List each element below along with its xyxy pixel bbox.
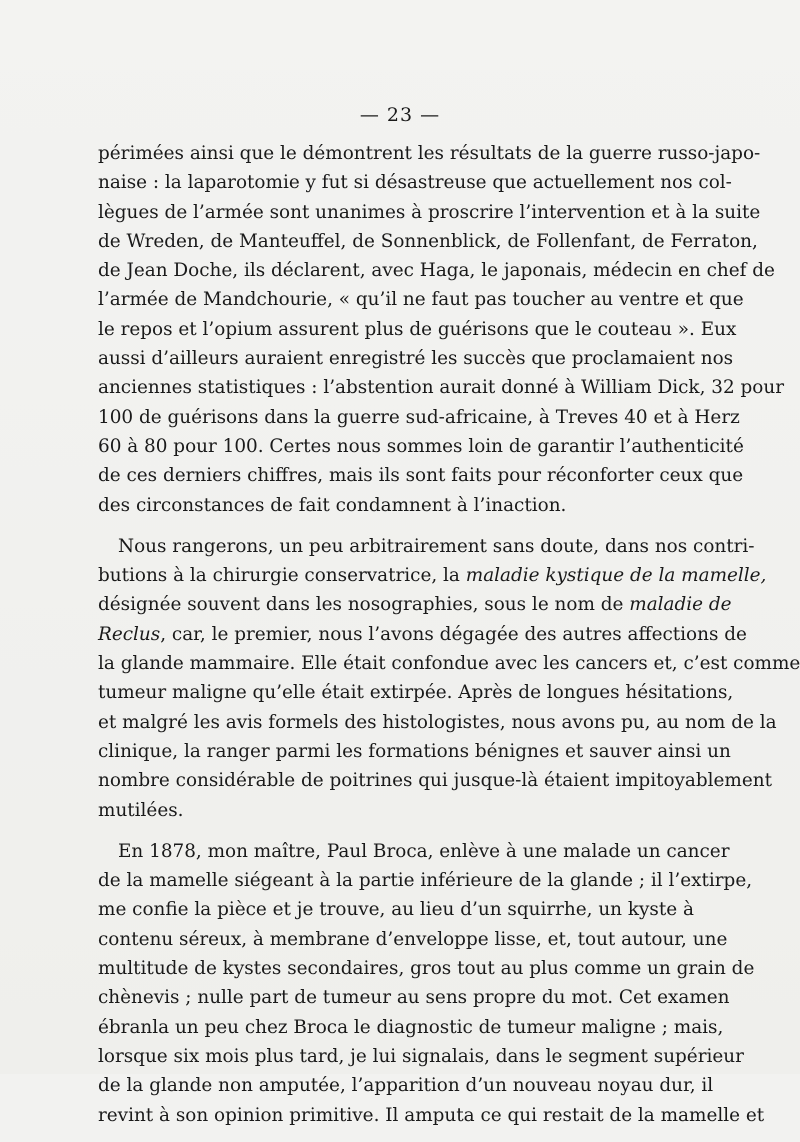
italic-term: maladie kystique de la mamelle, bbox=[465, 565, 767, 587]
text-line: multitude de kystes secondaires, gros tout au plus comme un grain de bbox=[98, 958, 755, 980]
text-line: des circonstances de fait condamnent à l’inaction. bbox=[98, 494, 567, 516]
text-line: clinique, la ranger parmi les formations bénignes et sauver ainsi un bbox=[98, 740, 731, 762]
italic-term: maladie de bbox=[629, 594, 732, 616]
text-line: de la mamelle siégeant à la partie inférieure de la glande ; il l’extirpe, bbox=[98, 870, 753, 892]
text-line: de Wreden, de Manteuffel, de Sonnenblick, de Follenfant, de Ferraton, bbox=[98, 230, 758, 252]
text-line: 100 de guérisons dans la guerre sud-africaine, à Treves 40 et à Herz bbox=[98, 406, 740, 428]
text-line: l’armée de Mandchourie, « qu’il ne faut pas toucher au ventre et que bbox=[98, 289, 744, 311]
text-line: En 1878, mon maître, Paul Broca, enlève à une malade un cancer bbox=[118, 840, 730, 862]
text-line: chènevis ; nulle part de tumeur au sens propre du mot. Cet examen bbox=[98, 987, 730, 1009]
text-line: ébranla un peu chez Broca le diagnostic de tumeur maligne ; mais, bbox=[98, 1016, 724, 1038]
text-line: mutilées. bbox=[98, 799, 184, 821]
italic-term: Reclus bbox=[98, 623, 161, 645]
text-line: de la glande non amputée, l’apparition d’un nouveau noyau dur, il bbox=[98, 1075, 714, 1097]
text-line: naise : la laparotomie y fut si désastreuse que actuellement nos col- bbox=[98, 172, 732, 194]
text-line: contenu séreux, à membrane d’enveloppe lisse, et, tout autour, une bbox=[98, 928, 728, 950]
text-line: de ces derniers chiffres, mais ils sont faits pour réconforter ceux que bbox=[98, 465, 744, 487]
text-segment: butions à la chirurgie conservatrice, la bbox=[98, 565, 460, 587]
text-line: 60 à 80 pour 100. Certes nous sommes loin de garantir l’authenticité bbox=[98, 435, 744, 457]
paragraph-2 bbox=[98, 532, 800, 825]
text-line: périmées ainsi que le démontrent les résultats de la guerre russo-japo- bbox=[98, 143, 761, 164]
text-line: Nous rangerons, un peu arbitrairement sans doute, dans nos contri- bbox=[118, 535, 755, 557]
text-line: anciennes statistiques : l’abstention aurait donné à William Dick, 32 pour bbox=[98, 377, 784, 399]
text-line: aussi d’ailleurs auraient enregistré les succès que proclamaient nos bbox=[98, 348, 734, 370]
text-line: de Jean Doche, ils déclarent, avec Haga, le japonais, médecin en chef de bbox=[98, 260, 775, 282]
body-text bbox=[98, 139, 800, 1142]
text-line: et malgré les avis formels des histologistes, nous avons pu, au nom de la bbox=[98, 711, 777, 733]
text-line: le repos et l’opium assurent plus de guérisons que le couteau ». Eux bbox=[98, 318, 737, 340]
text-line: lègues de l’armée sont unanimes à proscrire l’intervention et à la suite bbox=[98, 201, 761, 223]
text-segment: désignée souvent dans les nosographies, sous le nom de bbox=[98, 594, 624, 616]
text-line bbox=[98, 561, 767, 590]
page-number: — 23 — bbox=[359, 104, 441, 126]
text-segment: , car, le premier, nous l’avons dégagée des autres affections de bbox=[160, 623, 747, 645]
text-line: me confie la pièce et je trouve, au lieu d’un squirrhe, un kyste à bbox=[98, 899, 694, 921]
text-line: la glande mammaire. Elle était confondue avec les cancers et, c’est comme bbox=[98, 653, 800, 675]
text-line: nombre considérable de poitrines qui jusque-là étaient impitoyablement bbox=[98, 770, 772, 792]
text-line bbox=[98, 590, 732, 619]
text-line: tumeur maligne qu’elle était extirpée. Après de longues hésitations, bbox=[98, 682, 734, 704]
text-line: revint à son opinion primitive. Il amputa ce qui restait de la mamelle et bbox=[98, 1104, 765, 1126]
text-line: lorsque six mois plus tard, je lui signalais, dans le segment supérieur bbox=[98, 1045, 744, 1067]
text-line bbox=[98, 620, 747, 649]
paragraph-1 bbox=[98, 139, 784, 520]
paragraph-3 bbox=[98, 837, 765, 1130]
